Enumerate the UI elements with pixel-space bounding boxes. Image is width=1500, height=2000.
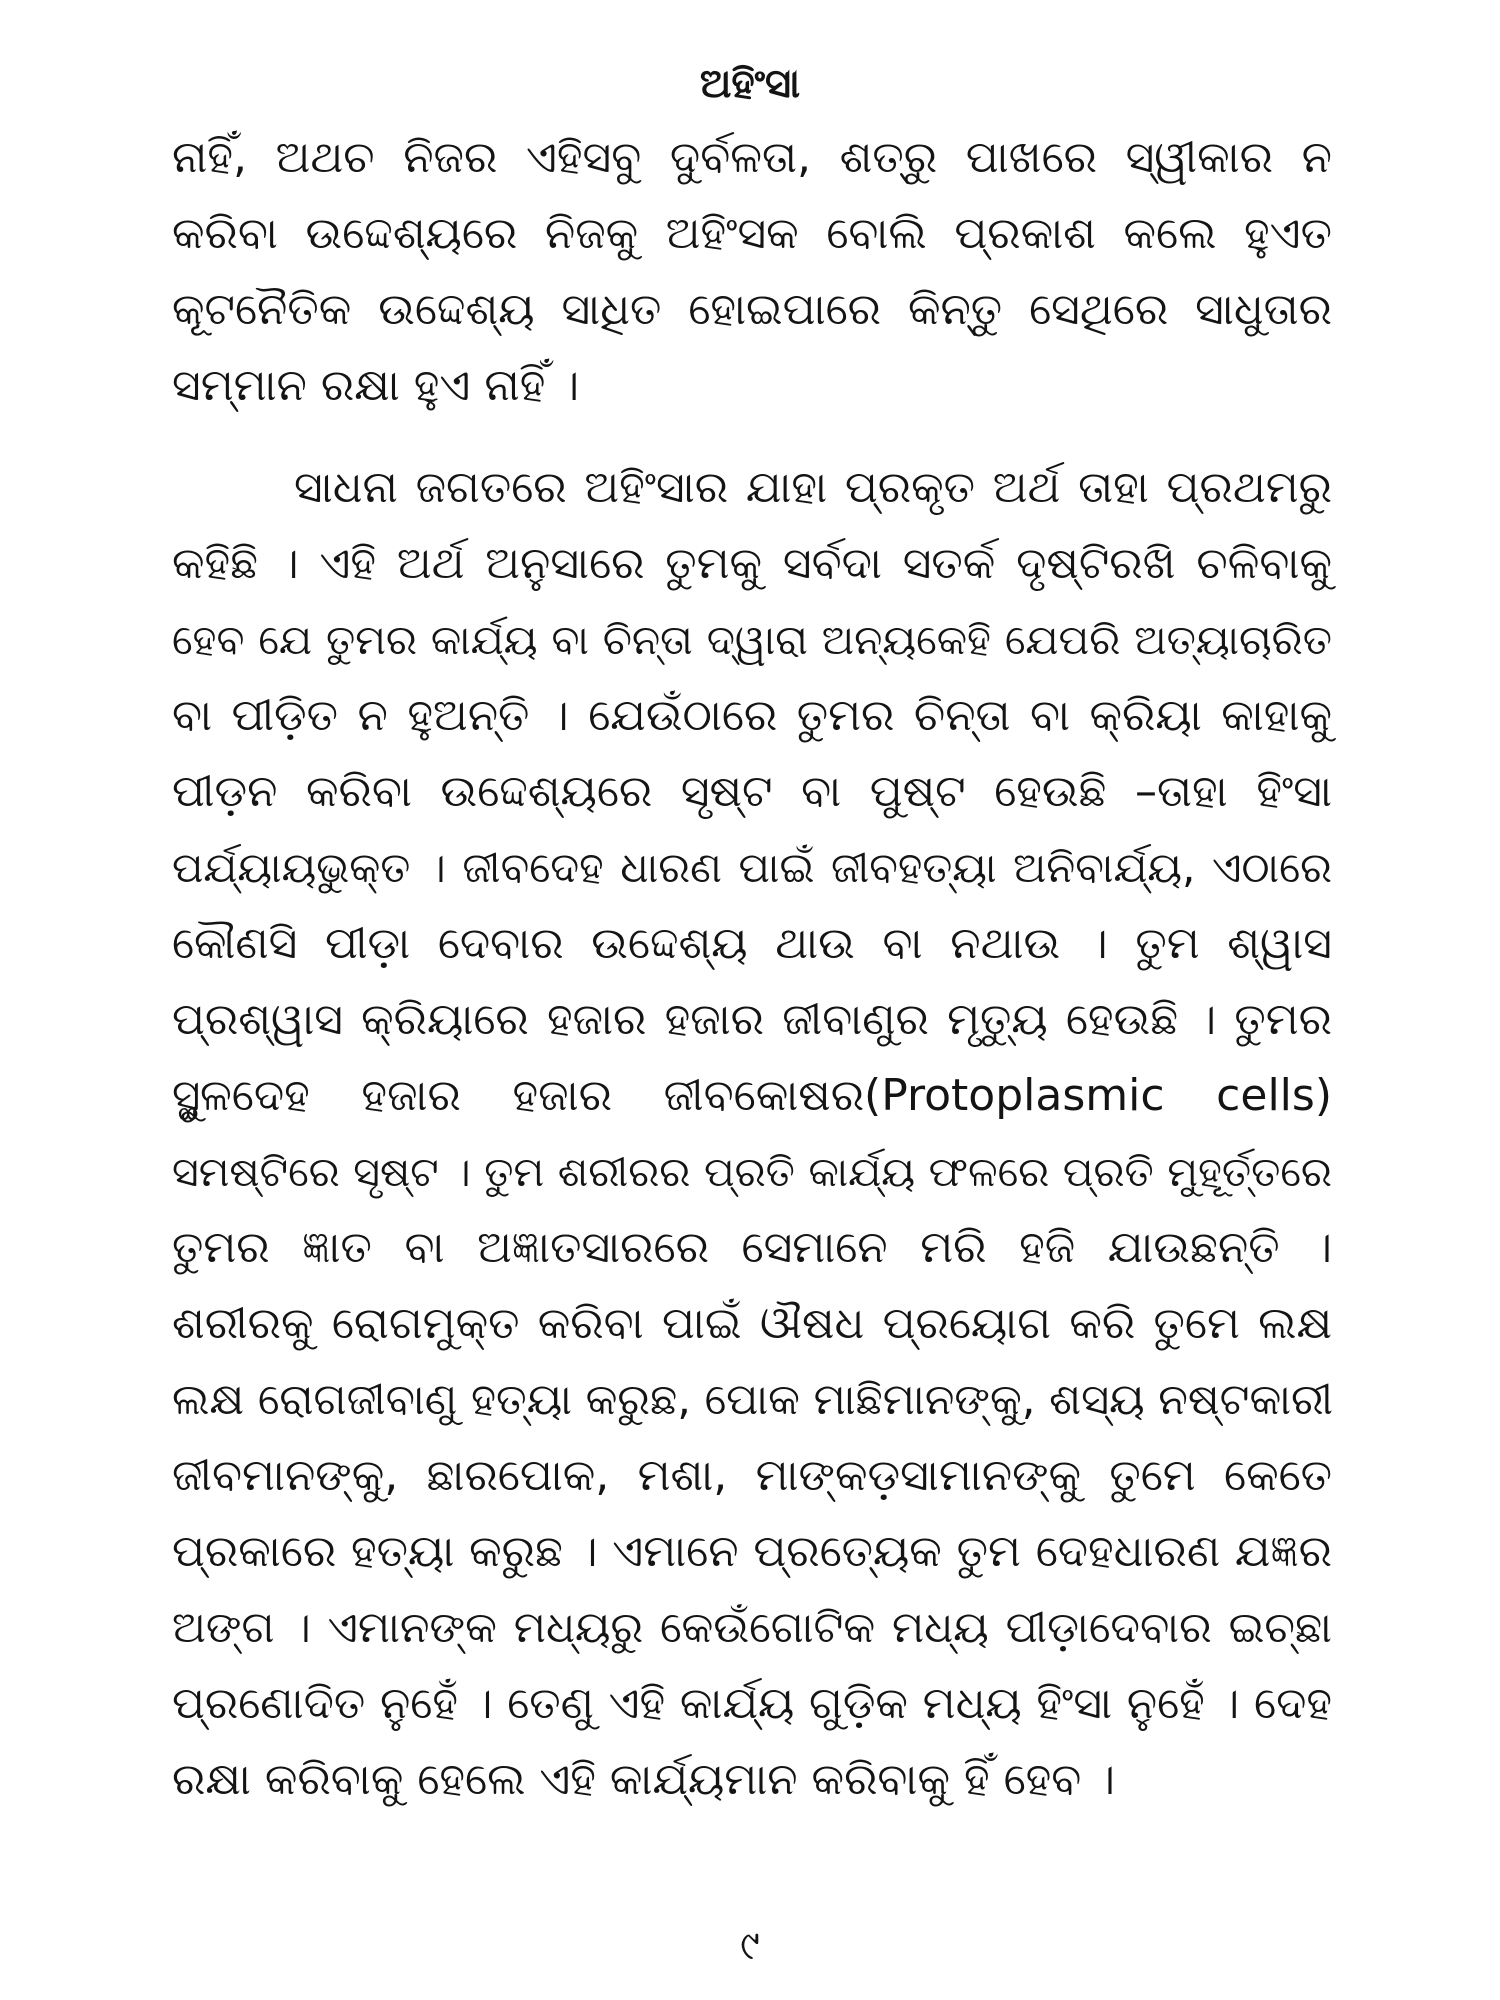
body-line: କହିଛି । ଏହି ଅର୍ଥ ଅନୁସାରେ ତୁମକୁ ସର୍ବଦା ସତର୍କ ଦୃଷ୍ଟିରଖି ଚଳିବାକୁ <box>172 538 1332 589</box>
body-line: ପୀଡ଼ନ କରିବା ଉଦ୍ଦେଶ୍ୟରେ ସୃଷ୍ଟ ବା ପୁଷ୍ଟ ହେଉଛି –ତାହା ହିଂସା <box>172 766 1332 817</box>
body-line: ହେବ ଯେ ତୁମର କାର୍ଯ୍ୟ ବା ଚିନ୍ତା ଦ୍ୱାରା ଅନ୍ୟକେହି ଯେପରି ଅତ୍ୟାଚାରିତ <box>172 616 1332 664</box>
body-line: ସ୍ଥୁଳଦେହ ହଜାର ହଜାର ଜୀବକୋଷର(Protoplasmic cells) <box>172 1070 1332 1121</box>
body-line: ଅଙ୍ଗ । ଏମାନଙ୍କ ମଧ୍ୟରୁ କେଉଁଗୋଟିକ ମଧ୍ୟ ପୀଡ଼ାଦେବାର ଇଚ୍ଛା <box>172 1603 1332 1653</box>
body-line: ରକ୍ଷା କରିବାକୁ ହେଲେ ଏହି କାର୍ଯ୍ୟମାନ କରିବାକୁ ହିଁ ହେବ । <box>172 1754 1116 1805</box>
body-line: ସମଷ୍ଟିରେ ସୃଷ୍ଟ । ତୁମ ଶରୀରର ପ୍ରତି କାର୍ଯ୍ୟ ଫଳରେ ପ୍ରତି ମୁହୂର୍ତ୍ତରେ <box>172 1148 1332 1196</box>
body-line: ପର୍ଯ୍ୟାୟଭୁକ୍ତ । ଜୀବଦେହ ଧାରଣ ପାଇଁ ଜୀବହତ୍ୟା ଅନିବାର୍ଯ୍ୟ, ଏଠାରେ <box>172 843 1332 892</box>
body-line: ଶରୀରକୁ ରୋଗମୁକ୍ତ କରିବା ପାଇଁ ଔଷଧ ପ୍ରୟୋଗ କରି ତୁମେ ଲକ୍ଷ <box>172 1298 1332 1349</box>
body-line: ବା ପୀଡ଼ିତ ନ ହୁଅନ୍ତି । ଯେଉଁଠାରେ ତୁମର ଚିନ୍ତା ବା କ୍ରିୟା କାହାକୁ <box>172 690 1332 741</box>
body-line: କୂଟନୈତିକ ଉଦ୍ଦେଶ୍ୟ ସାଧିତ ହୋଇପାରେ କିନ୍ତୁ ସେଥିରେ ସାଧୁତାର <box>172 284 1332 335</box>
body-line: ଲକ୍ଷ ରୋଗଜୀବାଣୁ ହତ୍ୟା କରୁଛ, ପୋକ ମାଛିମାନଙ୍କୁ, ଶସ୍ୟ ନଷ୍ଟକାରୀ <box>172 1375 1333 1425</box>
body-line: କରିବା ଉଦ୍ଦେଶ୍ୟରେ ନିଜକୁ ଅହିଂସକ ବୋଲି ପ୍ରକାଶ କଲେ ହୁଏତ <box>172 208 1332 259</box>
page-number: ୯ <box>740 1923 760 1969</box>
body-line: କୌଣସି ପୀଡ଼ା ଦେବାର ଉଦ୍ଦେଶ୍ୟ ଥାଉ ବା ନଥାଉ । ତୁମ ଶ୍ୱାସ <box>172 918 1332 969</box>
body-line: ଜୀବମାନଙ୍କୁ, ଛାରପୋକ, ମଶା, ମାଙ୍କଡ଼ସାମାନଙ୍କୁ ତୁମେ କେତେ <box>172 1450 1332 1501</box>
body-line: ନାହିଁ, ଅଥଚ ନିଜର ଏହିସବୁ ଦୁର୍ବଳତା, ଶତ୍ରୁ ପାଖରେ ସ୍ୱୀକାର ନ <box>172 132 1332 183</box>
body-line: ସାଧନା ଜଗତରେ ଅହିଂସାର ଯାହା ପ୍ରକୃତ ଅର୍ଥ ତାହା ପ୍ରଥମରୁ <box>294 462 1332 513</box>
body-line: ସମ୍ମାନ ରକ୍ଷା ହୁଏ ନାହିଁ । <box>172 360 580 411</box>
running-title: ଅହିଂସା <box>699 61 801 107</box>
body-line: ତୁମର ଜ୍ଞାତ ବା ଅଜ୍ଞାତସାରରେ ସେମାନେ ମରି ହଜି ଯାଉଛନ୍ତି । <box>172 1222 1332 1273</box>
body-line: ପ୍ରଶ୍ୱାସ କ୍ରିୟାରେ ହଜାର ହଜାର ଜୀବାଣୁର ମୃତ୍ୟୁ ହେଉଛି । ତୁମର <box>172 994 1332 1045</box>
body-line: ପ୍ରଣୋଦିତ ନୁହେଁ । ତେଣୁ ଏହି କାର୍ଯ୍ୟ ଗୁଡ଼ିକ ମଧ୍ୟ ହିଂସା ନୁହେଁ । ଦେହ <box>172 1678 1332 1729</box>
body-line: ପ୍ରକାରେ ହତ୍ୟା କରୁଛ । ଏମାନେ ପ୍ରତ୍ୟେକ ତୁମ ଦେହଧାରଣ ଯଜ୍ଞର <box>172 1526 1332 1577</box>
